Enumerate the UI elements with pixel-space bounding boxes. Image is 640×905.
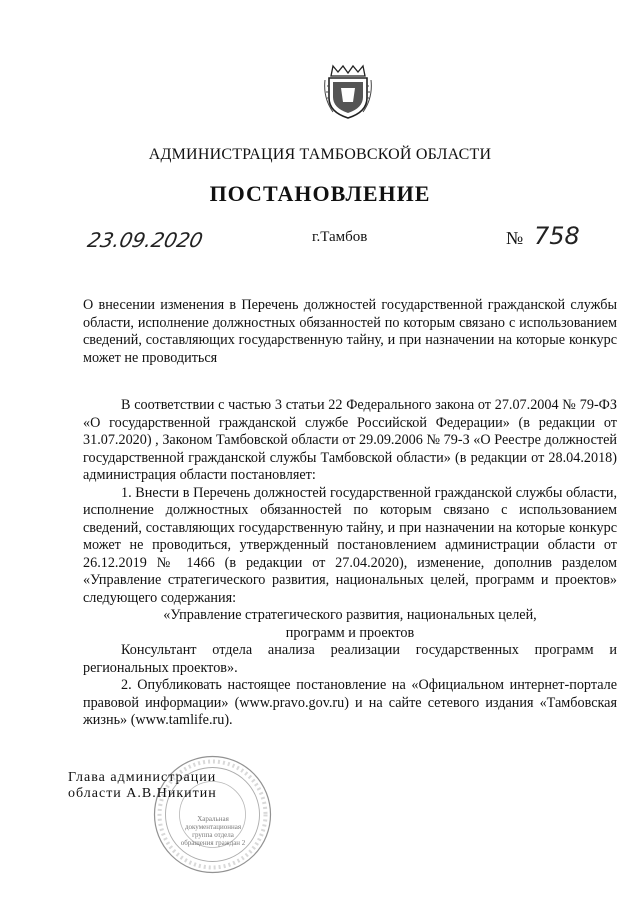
item-2-paragraph: 2. Опубликовать настоящее постановление на «Официальном интернет-портале правовой информации» (www.pravo.gov.ru) и на сайте сетевого издания «Тамбовская жизнь» (www.tamlife.ru).	[83, 677, 617, 728]
document-body	[83, 397, 617, 730]
preamble-paragraph: В соответствии с частью 3 статьи 22 Федерального закона от 27.07.2004 № 79-ФЗ «О государственной гражданской службе Российской Федерации» (в редакции от 31.07.2020) , Законом Тамбовской области от 29.09.2006 № 79-З «О Реестре должностей государственной гражданской службы Тамбовской области» (в редакции от 28.04.2018) администрация области постановляет:	[83, 397, 617, 483]
number-label: №	[506, 228, 524, 248]
document-city: г.Тамбов	[312, 229, 368, 245]
signature-line-2: области А.В.Никитин	[68, 786, 217, 801]
document-date: 23.09.2020	[85, 228, 206, 252]
document-number: 758	[534, 222, 580, 250]
stamp-inner-text: Харальная документационная группа отдела обращения граждан 2	[180, 815, 246, 847]
item-1-paragraph: 1. Внести в Перечень должностей государственной гражданской службы области, исполнение должностных обязанностей по которым связано с использованием сведений, составляющих государственную тайну, и при назначении на которые конкурс может не проводиться, утвержденный постановлением администрации области от 26.12.2019 № 1466 (в редакции от 27.04.2020), изменение, дополнив разделом «Управление стратегического развития, национальных целей, программ и проектов» следующего содержания:	[83, 484, 617, 606]
signature-line-1: Глава администрации	[68, 770, 217, 785]
section-title-line-1: «Управление стратегического развития, национальных целей,	[163, 607, 537, 623]
signature-block	[68, 770, 217, 802]
organization-name: АДМИНИСТРАЦИЯ ТАМБОВСКОЙ ОБЛАСТИ	[148, 146, 492, 163]
coat-of-arms-emblem	[323, 62, 373, 120]
section-title-line-2: программ и проектов	[285, 624, 415, 641]
document-type: ПОСТАНОВЛЕНИЕ	[209, 181, 431, 206]
document-subject: О внесении изменения в Перечень должностей государственной гражданской службы области, исполнение должностных обязанностей по которым связано с использованием сведений, составляющих государственную тайну, и при назначении на которые конкурс может не проводиться	[83, 297, 617, 366]
position-paragraph: Консультант отдела анализа реализации государственных программ и региональных проектов».	[83, 642, 617, 676]
